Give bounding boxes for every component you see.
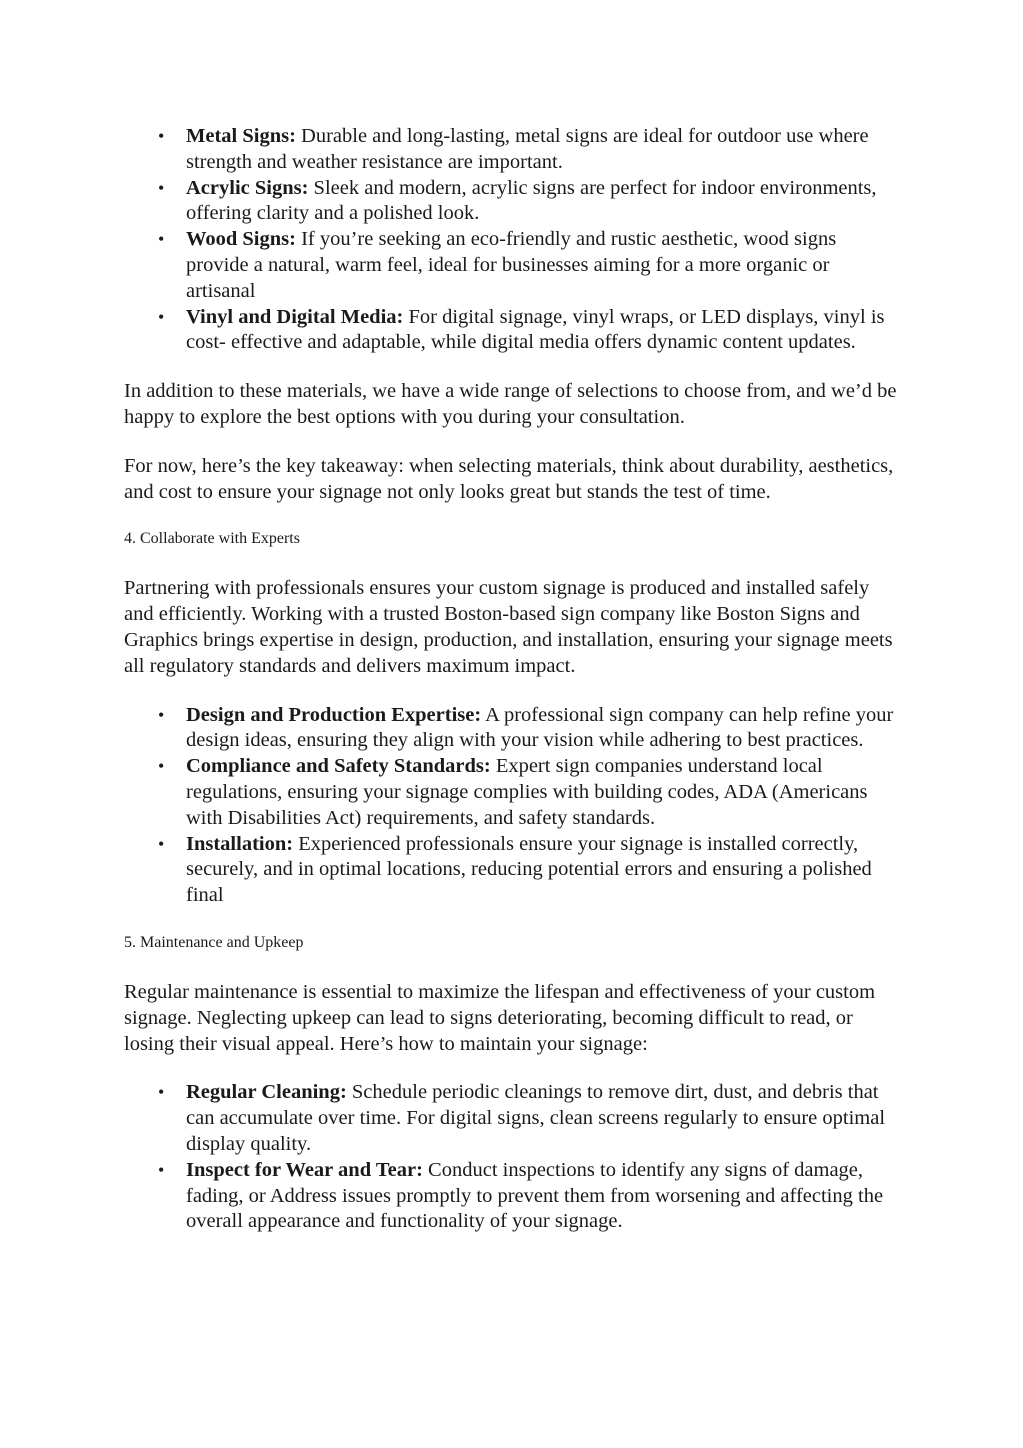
bullet-icon: • xyxy=(158,1082,165,1103)
bullet-icon: • xyxy=(158,756,165,777)
paragraph-materials-takeaway: For now, here’s the key takeaway: when selecting materials, think about durability, aesthetics, and cost to ensure your signage not only looks great but stands the test of time. xyxy=(124,454,894,503)
list-item-term: Vinyl and Digital Media: xyxy=(186,305,404,328)
bullet-icon: • xyxy=(158,126,165,146)
paragraph-maintenance-intro: Regular maintenance is essential to maximize the lifespan and effectiveness of your custom signage. Neglecting upkeep can lead to signs deteriorating, becoming difficult to read, or losing their visual appeal. Here’s how to maintain your signage: xyxy=(124,980,876,1055)
list-item-text: For digital signage, vinyl wraps, or LED displays, vinyl is cost- effective and adaptable, while digital media offers dynamic content updates. xyxy=(186,305,885,354)
list-item-text: Sleek and modern, acrylic signs are perfect for indoor environments, offering clarity and a polished look. xyxy=(186,176,877,225)
section-heading-maintenance: 5. Maintenance and Upkeep xyxy=(124,933,304,951)
list-item-term: Design and Production Expertise: xyxy=(186,703,482,726)
list-item xyxy=(158,124,902,176)
list-item-text: A professional sign company can help refine your design ideas, ensuring they align with your vision while adhering to best practices. xyxy=(186,703,894,752)
paragraph-materials-options: In addition to these materials, we have a wide range of selections to choose from, and we’d be happy to explore the best options with you during your consultation. xyxy=(124,380,897,428)
paragraph-collaborate-intro: Partnering with professionals ensures your custom signage is produced and installed safely and efficiently. Working with a trusted Boston-based sign company like Boston Signs and Graphics brings expertise in design, production, and installation, ensuring your signage meets all regulatory standards and delivers maximum impact. xyxy=(124,577,893,677)
experts-list xyxy=(124,703,902,909)
list-item xyxy=(158,1080,902,1157)
list-item xyxy=(158,703,902,755)
bullet-icon: • xyxy=(158,306,165,327)
list-item-text: If you’re seeking an eco-friendly and rustic aesthetic, wood signs provide a natural, warm feel, ideal for businesses aiming for a more organic or artisanal xyxy=(186,228,837,302)
list-item-text: Durable and long-lasting, metal signs are ideal for outdoor use where strength and weather resistance are important. xyxy=(186,125,869,173)
section-heading-collaborate: 4. Collaborate with Experts xyxy=(124,530,300,548)
list-item-term: Wood Signs: xyxy=(186,228,296,251)
list-item-term: Regular Cleaning: xyxy=(186,1081,347,1104)
materials-list xyxy=(124,124,902,356)
list-item-term: Installation: xyxy=(186,832,294,855)
list-item-term: Metal Signs: xyxy=(186,125,296,147)
list-item xyxy=(158,176,902,228)
list-item xyxy=(158,832,902,909)
bullet-icon: • xyxy=(158,177,165,198)
bullet-icon: • xyxy=(158,704,165,725)
list-item-term: Inspect for Wear and Tear: xyxy=(186,1158,423,1181)
document-page xyxy=(124,124,902,1235)
list-item xyxy=(158,305,902,357)
bullet-icon: • xyxy=(158,1159,165,1180)
list-item xyxy=(158,754,902,831)
bullet-icon: • xyxy=(158,833,165,854)
bullet-icon: • xyxy=(158,229,165,250)
list-item xyxy=(158,227,902,304)
list-item-text: Expert sign companies understand local regulations, ensuring your signage complies with building codes, ADA (Americans with Disabilities Act) requirements, and safety standards. xyxy=(186,755,868,829)
list-item-text: Experienced professionals ensure your signage is installed correctly, securely, and in optimal locations, reducing potential errors and ensuring a polished final xyxy=(186,832,872,907)
list-item-term: Compliance and Safety Standards: xyxy=(186,755,491,778)
list-item xyxy=(158,1158,902,1235)
list-item-term: Acrylic Signs: xyxy=(186,176,309,199)
list-item-text: Schedule periodic cleanings to remove dirt, dust, and debris that can accumulate over time. For digital signs, clean screens regularly to ensure optimal display quality. xyxy=(186,1081,886,1155)
list-item-text: Conduct inspections to identify any signs of damage, fading, or Address issues promptly to prevent them from worsening and affecting the overall appearance and functionality of your signage. xyxy=(186,1158,884,1233)
maintenance-list xyxy=(124,1080,902,1235)
